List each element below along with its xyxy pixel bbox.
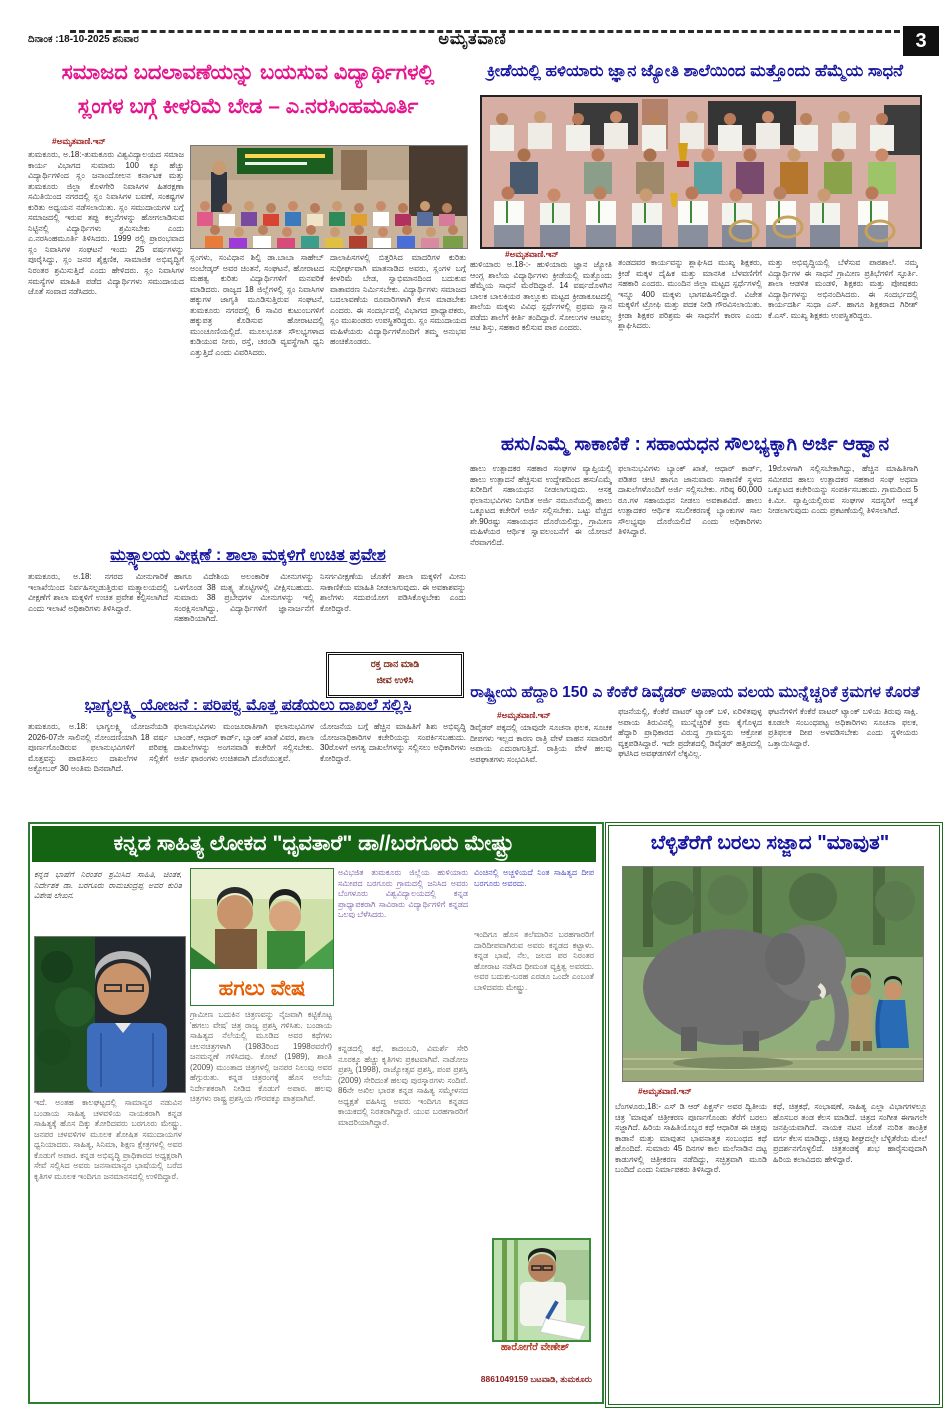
article-slum-headline-line1: ಸಮಾಜದ ಬದಲಾವಣೆಯನ್ನು ಬಯಸುವ ವಿದ್ಯಾರ್ಥಿಗಳಲ್ಲಿ <box>61 61 435 84</box>
blood-donation-box <box>326 652 464 698</box>
article-sports-body-col1: ಹುಳಿಯಾರು ಅ.18-:- ಹುಳಿಯಾರು ಜ್ಞಾನ ಜ್ಯೋತಿ ಆಂಗ್ಲ ಶಾಲೆಯ ವಿದ್ಯಾರ್ಥಿಗಳು ಕ್ರೀಡೆಯಲ್ಲಿ ಮತ್ತೊಂದು ಹೆಮ್ಮೆಯ ಸಾಧನೆ ಮೆರೆದಿದ್ದಾರೆ. 14 ವರ್ಷದೊಳಗಿನ ಬಾಲಕ ಬಾಲಕಿಯರ ತಾಲ್ಲೂಕು ಮಟ್ಟದ ಕ್ರೀಡಾಕೂಟದಲ್ಲಿ ಶಾಲೆಯ ಮಕ್ಕಳು ವಿವಿಧ ಸ್ಪರ್ಧೆಗಳಲ್ಲಿ ಪ್ರಥಮ ಸ್ಥಾನ ಪಡೆದು ಶಾಲೆಗೆ ಕೀರ್ತಿ ತಂದಿದ್ದಾರೆ. ಸೋಲುಗಳ ಆಟವಲ್ಲ ಆಟ ಶಿಸ್ತು, ಸಹಕಾರ ಕಲಿಸುವ ಪಾಠ ಎಂದರು. <box>470 260 612 333</box>
article-cattle-body-col1: ಹಾಲು ಉತ್ಪಾದಕರ ಸಹಕಾರ ಸಂಘಗಳ ವ್ಯಾಪ್ತಿಯಲ್ಲಿ ಹಾಲು ಉತ್ಪಾದನೆ ಹೆಚ್ಚಿಸುವ ಉದ್ದೇಶದಿಂದ ಹಸು/ಎಮ್ಮೆ ಖರೀದಿಗೆ ಸಹಾಯಧನ ನೀಡಲಾಗುವುದು. ಆಸಕ್ತ ಫಲಾನುಭವಿಗಳು ನಿಗದಿತ ಅರ್ಜಿ ನಮೂನೆಯಲ್ಲಿ ಹಾಲು ಒಕ್ಕೂಟದ ಕಚೇರಿಗೆ ಅರ್ಜಿ ಸಲ್ಲಿಸಬೇಕು. ಒಟ್ಟು ವೆಚ್ಚದ ಶೇ.90ರಷ್ಟು ಸಹಾಯಧನ ದೊರೆಯಲಿದ್ದು, ಗ್ರಾಮೀಣ ಮಹಿಳೆಯರ ಆರ್ಥಿಕ ಸ್ವಾವಲಂಬನೆಗೆ ಈ ಯೋಜನೆ ನೆರವಾಗಲಿದೆ. <box>470 464 612 547</box>
author-caption: ಹಾರೋಗೆರೆ ವೇಣೇಶ್ <box>500 1342 570 1353</box>
article-baraguru-col1-intro: ಕನ್ನಡ ಭಾಷೆಗೆ ನಿರಂತರ ಶ್ರಮಿಸಿದ ಸಾಹಿತಿ, ಚಿಂತಕ, ನಿರ್ದೇಶಕ ಡಾ. ಬರಗೂರು ರಾಮಚಂದ್ರಪ್ಪ ಅವರ ಕುರಿತ ವಿಶೇಷ ಲೇಖನ. <box>34 870 182 901</box>
baraguru-portrait-photo <box>34 936 186 1093</box>
hagalu-vesha-movie-poster <box>190 868 334 1006</box>
article-movie-body-col2: ಕಥೆ, ಚಿತ್ರಕಥೆ, ಸಂಭಾಷಣೆ, ಸಾಹಿತ್ಯ ಎಲ್ಲಾ ವಿಭಾಗಗಳಲ್ಲೂ ಹೊಸಬರ ತಂಡ ಕೆಲಸ ಮಾಡಿದೆ. ಚಿತ್ರದ ಸಂಗೀತ ಈಗಾಗಲೇ ಜನಪ್ರಿಯವಾಗಿದೆ. ನಾಯಕ ನಟನ ಜೊತೆ ನುರಿತ ತಾಂತ್ರಿಕ ವರ್ಗ ಕೆಲಸ ಮಾಡಿದ್ದು, ಚಿತ್ರವು ಶೀಘ್ರದಲ್ಲೇ ಬೆಳ್ಳಿತೆರೆಯ ಮೇಲೆ ಪ್ರದರ್ಶನಗೊಳ್ಳಲಿದೆ. ಚಿತ್ರತಂಡಕ್ಕೆ ಶುಭ ಹಾರೈಸುವುದಾಗಿ ಹಿರಿಯ ಕಲಾವಿದರು ಹೇಳಿದ್ದಾರೆ. <box>773 1102 927 1164</box>
article-highway-body-col3: ಘಟನೆಗಳಿಗೆ ಕೆಂಕೆರೆ ವಾಟರ್ ಟ್ಯಾಂಕ್ ಬಳಿಯ ತಿರುವು ಸಾಕ್ಷಿ. ಕೂಡಲೇ ಸಂಬಂಧಪಟ್ಟ ಅಧಿಕಾರಿಗಳು ಸೂಚನಾ ಫಲಕ, ಪ್ರತಿಫಲಕ ದೀಪ ಅಳವಡಿಸಬೇಕು ಎಂದು ಸ್ಥಳೀಯರು ಒತ್ತಾಯಿಸಿದ್ದಾರೆ. <box>768 707 918 748</box>
article-baraguru-col4-body: ಇಂದಿಗೂ ಹೊಸ ತಲೆಮಾರಿನ ಬರಹಗಾರರಿಗೆ ದಾರಿದೀಪವಾಗಿರುವ ಅವರು ಕನ್ನಡದ ಕಟ್ಟಾಳು. ಕನ್ನಡ ಭಾಷೆ, ನೆಲ, ಜಲದ ಪರ ನಿರಂತರ ಹೋರಾಟ ನಡೆಸಿದ ಧೀಮಂತ ವ್ಯಕ್ತಿತ್ವ ಅವರದು. ಅವರ ಬದುಕು-ಬರಹ ಎರಡೂ ಒಂದೇ ಎಂಬಂತೆ ಬಾಳಿದವರು ಮೇಷ್ಟ್ರು. <box>474 930 594 992</box>
article-bhagyalakshmi-body-col1: ತುಮಕೂರು, ಅ.18: ಭಾಗ್ಯಲಕ್ಷ್ಮಿ ಯೋಜನೆಯಡಿ 2026-07ನೇ ಸಾಲಿನಲ್ಲಿ ನೋಂದಣಿಯಾಗಿ 18 ವರ್ಷ ಪೂರ್ಣಗೊಂಡಿರುವ ಫಲಾನುಭವಿಗಳಿಗೆ ಪರಿಪಕ್ವ ಮೊತ್ತವನ್ನು ಪಾವತಿಸಲು ದಾಖಲೆಗಳ ಸಲ್ಲಿಕೆಗೆ ಅಕ್ಟೋಬರ್ 30 ಅಂತಿಮ ದಿನವಾಗಿದೆ. <box>28 722 168 774</box>
blood-donation-line1: ರಕ್ತ ದಾನ ಮಾಡಿ <box>370 659 420 670</box>
article-bhagyalakshmi-body-col2: ಫಲಾನುಭವಿಗಳು ಮಂಜೂರಾತಿಗಾಗಿ ಫಲಾನುಭವಿಗಳ ಬಾಂಡ್, ಆಧಾರ್ ಕಾರ್ಡ್, ಬ್ಯಾಂಕ್ ಖಾತೆ ವಿವರ, ಶಾಲಾ ದಾಖಲೆಗಳನ್ನು ಅಂಗನವಾಡಿ ಕಚೇರಿಗೆ ಸಲ್ಲಿಸಬೇಕು. ಅರ್ಜಿ ಫಾರಂಗಳು ಉಚಿತವಾಗಿ ದೊರೆಯುತ್ತವೆ. <box>174 722 314 763</box>
article-slum-body-col2: ಸ್ಲಂಗಳು, ಸಂವಿಧಾನ ಶಿಲ್ಪಿ ಡಾ.ಬಾಬಾ ಸಾಹೇಬ್ ಅಂಬೇಡ್ಕರ್ ಅವರ ಚಿಂತನೆ, ಸಂಘಟನೆ, ಹೋರಾಟದ ಮಹತ್ವ ಕುರಿತು ವಿದ್ಯಾರ್ಥಿಗಳಿಗೆ ಮನವರಿಕೆ ಮಾಡಿದರು. ರಾಜ್ಯದ 18 ಜಿಲ್ಲೆಗಳಲ್ಲಿ ಸ್ಲಂ ನಿವಾಸಿಗಳ ಹಕ್ಕುಗಳ ಜಾಗೃತಿ ಮೂಡಿಸುತ್ತಿರುವ ಸಂಘಟನೆ, ತುಮಕೂರು ನಗರದಲ್ಲಿ 6 ಸಾವಿರ ಕುಟುಂಬಗಳಿಗೆ ಹಕ್ಕುಪತ್ರ ಕೊಡಿಸುವ ಹೋರಾಟದಲ್ಲಿ ಮುಂಚೂಣಿಯಲ್ಲಿದೆ. ಮೂಲಭೂತ ಸೌಲಭ್ಯಗಳಾದ ಕುಡಿಯುವ ನೀರು, ರಸ್ತೆ, ಚರಂಡಿ ವ್ಯವಸ್ಥೆಗಾಗಿ ಧ್ವನಿ ಎತ್ತುತ್ತಿದೆ ಎಂದು ವಿವರಿಸಿದರು. <box>190 253 324 357</box>
article-sports-photo-caption: #ಅಮೃತವಾಣಿ.ಇನ್ <box>505 249 559 259</box>
author-portrait-photo <box>492 1238 591 1342</box>
article-highway-body-col1: ಡಿವೈಡರ್ ಪಕ್ಕದಲ್ಲಿ ಯಾವುದೇ ಸೂಚನಾ ಫಲಕ, ಸೂಚಕ ದೀಪಗಳು ಇಲ್ಲದ ಕಾರಣ ರಾತ್ರಿ ವೇಳೆ ವಾಹನ ಸವಾರರಿಗೆ ಅಪಾಯ ಎದುರಾಗುತ್ತಿದೆ. ರಾತ್ರಿಯ ವೇಳೆ ಹಲವು ಅಪಘಾತಗಳು ಸಂಭವಿಸಿವೆ. <box>470 723 612 764</box>
article-aquarium-body-col1: ತುಮಕೂರು, ಅ.18: ನಗರದ ಮೀನುಗಾರಿಕೆ ಇಲಾಖೆಯಿಂದ ನಿರ್ವಹಿಸಲ್ಪಡುತ್ತಿರುವ ಮತ್ಸ್ಯಾಲಯದಲ್ಲಿ ವೀಕ್ಷಣೆಗೆ ಶಾಲಾ ಮಕ್ಕಳಿಗೆ ಉಚಿತ ಪ್ರವೇಶ ಕಲ್ಪಿಸಲಾಗಿದೆ ಎಂದು ಇಲಾಖೆ ಅಧಿಕಾರಿಗಳು ತಿಳಿಸಿದ್ದಾರೆ. <box>28 572 168 613</box>
article-baraguru-col1-body: ಇದೆ. ಅಂತಹ ಕಾಲಘಟ್ಟದಲ್ಲಿ ಸಾಮಾನ್ಯರ ನಡುವಿನ ಬಂಡಾಯ ಸಾಹಿತ್ಯ ಚಳವಳಿಯ ನಾಯಕರಾಗಿ ಕನ್ನಡ ಸಾಹಿತ್ಯಕ್ಕೆ ಹೊಸ ದಿಕ್ಕು ತೋರಿದವರು ಬರಗೂರು ಮೇಷ್ಟ್ರು. ಜನಪರ ಚಳವಳಿಗಳ ಮೂಲಕ ಶೋಷಿತ ಸಮುದಾಯಗಳ ಧ್ವನಿಯಾದರು. ಸಾಹಿತ್ಯ, ಸಿನಿಮಾ, ಶಿಕ್ಷಣ ಕ್ಷೇತ್ರಗಳಲ್ಲಿ ಅವರ ಕೊಡುಗೆ ಅಪಾರ. ಕನ್ನಡ ಅಭಿವೃದ್ಧಿ ಪ್ರಾಧಿಕಾರದ ಅಧ್ಯಕ್ಷರಾಗಿ ಸೇವೆ ಸಲ್ಲಿಸಿದ ಅವರು ಜನಸಾಮಾನ್ಯರ ಭಾಷೆಯಲ್ಲಿ ಬರೆದ ಕೃತಿಗಳ ಮೂಲಕ ಇಂದಿಗೂ ಜನಮಾನಸದಲ್ಲಿ ಉಳಿದಿದ್ದಾರೆ. <box>34 1098 182 1181</box>
article-sports-headline: ಕ್ರೀಡೆಯಲ್ಲಿ ಹಳಿಯಾರು ಜ್ಞಾನ ಜ್ಯೋತಿ ಶಾಲೆಯಿಂದ ಮತ್ತೊಂದು ಹೆಮ್ಮೆಯ ಸಾಧನೆ <box>487 62 903 80</box>
article-movie-headline: ಬೆಳ್ಳಿತೆರೆಗೆ ಬರಲು ಸಜ್ಜಾದ "ಮಾವುತ" <box>650 832 890 854</box>
article-aquarium-body-col3: ನಿಸರ್ಗವೀಕ್ಷಣೆಯ ಜೊತೆಗೆ ಶಾಲಾ ಮಕ್ಕಳಿಗೆ ಮೀನು ಸಾಕಾಣಿಕೆಯ ಮಾಹಿತಿ ನೀಡಲಾಗುವುದು. ಈ ಅವಕಾಶವನ್ನು ಶಾಲೆಗಳು ಸದುಪಯೋಗ ಪಡಿಸಿಕೊಳ್ಳಬೇಕು ಎಂದು ಕೋರಿದ್ದಾರೆ. <box>320 572 466 613</box>
page-number-badge: 3 <box>903 26 939 56</box>
poster-title-text: ಹಗಲು ವೇಷ <box>218 977 306 1000</box>
article-movie-photo-caption: #ಅಮೃತವಾಣಿ.ಇನ್ <box>638 1086 692 1096</box>
article-bhagyalakshmi-headline: ಭಾಗ್ಯಲಕ್ಷ್ಮಿ ಯೋಜನೆ : ಪರಿಪಕ್ವ ಮೊತ್ತ ಪಡೆಯಲು ದಾಖಲೆ ಸಲ್ಲಿಸಿ <box>84 697 412 714</box>
elephant-photo <box>622 866 924 1082</box>
masthead-title: ಅಮೃತವಾಣಿ <box>438 31 507 48</box>
article-aquarium-headline: ಮತ್ಸ್ಯಾಲಯ ವೀಕ್ಷಣೆ : ಶಾಲಾ ಮಕ್ಕಳಿಗೆ ಉಚಿತ ಪ್ರವೇಶ <box>110 546 386 564</box>
article-baraguru-col4-lead: ವಿಂಚಿನಲ್ಲಿ ಅಚ್ಚಳಿಯದೆ ನಿಂತ ಸಾಹಿತ್ಯದ ದೀಪ ಬರಗೂರು ಅವರದು. <box>474 868 594 888</box>
article-sports-body-col2: ತಂಡದವರ ಕಾರ್ಯವನ್ನು ಶ್ಲಾಘಿಸಿದ ಮುಖ್ಯ ಶಿಕ್ಷಕರು, ಕ್ರೀಡೆ ಮಕ್ಕಳ ದೈಹಿಕ ಮತ್ತು ಮಾನಸಿಕ ಬೆಳವಣಿಗೆಗೆ ಸಹಕಾರಿ ಎಂದರು. ಮುಂದಿನ ಜಿಲ್ಲಾ ಮಟ್ಟದ ಸ್ಪರ್ಧೆಗಳಲ್ಲಿ ಇನ್ನೂ 400 ಮಕ್ಕಳು ಭಾಗವಹಿಸಲಿದ್ದಾರೆ. ವಿಜೇತ ಮಕ್ಕಳಿಗೆ ಟ್ರೋಫಿ ಮತ್ತು ಪದಕ ನೀಡಿ ಗೌರವಿಸಲಾಯಿತು. ಕ್ರೀಡಾ ಶಿಕ್ಷಕರ ಪರಿಶ್ರಮ ಈ ಸಾಧನೆಗೆ ಕಾರಣ ಎಂದು ಶ್ಲಾಘಿಸಿದರು. <box>618 258 762 331</box>
article-slum-body-col1: ತುಮಕೂರು, ಅ.18:-ತುಮಕೂರು ವಿಶ್ವವಿದ್ಯಾಲಯದ ಸಮಾಜ ಕಾರ್ಯ ವಿಭಾಗದ ಸುಮಾರು 100 ಕ್ಕೂ ಹೆಚ್ಚು ವಿದ್ಯಾರ್ಥಿಗಳಿಂದ ಸ್ಲಂ ಜನಾಂದೋಲನ ಕರ್ನಾಟಕ ಮತ್ತು ತುಮಕೂರು ಜಿಲ್ಲಾ ಕೊಳಗೇರಿ ನಿವಾಸಿಗಳ ಹಿತರಕ್ಷಣಾ ಸಮಿತಿಯಿಂದ ನಗರದಲ್ಲಿ ಸ್ಲಂ ನಿವಾಸಿಗಳ ಬವಣೆ, ಸಂಕಷ್ಟಗಳ ಕುರಿತು ಅಧ್ಯಯನ ನಡೆಸಲಾಯಿತು. ಸ್ಲಂ ಸಮುದಾಯಗಳ ಬಗ್ಗೆ ಸಮಾಜದಲ್ಲಿ ಇರುವ ತಪ್ಪು ಕಲ್ಪನೆಗಳನ್ನು ಹೋಗಲಾಡಿಸುವ ನಿಟ್ಟಿನಲ್ಲಿ ವಿದ್ಯಾರ್ಥಿಗಳು ಶ್ರಮಿಸಬೇಕು ಎಂದು ಎ.ನರಸಿಂಹಮೂರ್ತಿ ತಿಳಿಸಿದರು. 1999 ರಲ್ಲಿ ಪ್ರಾರಂಭವಾದ ಸ್ಲಂ ನಿವಾಸಿಗಳ ಸಂಘಟನೆ ಇಂದು 25 ವರ್ಷಗಳನ್ನು ಪೂರೈಸಿದ್ದು, ಸ್ಲಂ ಜನರ ಶೈಕ್ಷಣಿಕ, ಸಾಮಾಜಿಕ ಅಭಿವೃದ್ಧಿಗೆ ನಿರಂತರ ಶ್ರಮಿಸುತ್ತಿದೆ ಎಂದು ಹೇಳಿದರು. ಸ್ಲಂ ನಿವಾಸಿಗಳ ಸಮಸ್ಯೆಗಳ ಮಾಹಿತಿ ಪಡೆದ ವಿದ್ಯಾರ್ಥಿಗಳು ಸಮುದಾಯದ ಜೊತೆ ಸಂವಾದ ನಡೆಸಿದರು. <box>28 150 184 297</box>
article-cattle-headline: ಹಸು/ಎಮ್ಮೆ ಸಾಕಾಣಿಕೆ : ಸಹಾಯಧನ ಸೌಲಭ್ಯಕ್ಕಾಗಿ ಅರ್ಜಿ ಆಹ್ವಾನ <box>500 434 890 455</box>
article-slum-body-col3: ದಾಲಾಪಿಸಗಳಲ್ಲಿ ಬಿತ್ತರಿಸಿದ ಮಾದರಿಗಳ ಕುರಿತು ಸುಧೀರ್ಘವಾಗಿ ಮಾತನಾಡಿದ ಅವರು, ಸ್ಲಂಗಳ ಬಗ್ಗೆ ಕೀಳರಿಮೆ ಬೇಡ, ಸ್ವಾಭಿಮಾನದಿಂದ ಬದುಕುವ ವಾತಾವರಣ ನಿರ್ಮಿಸಬೇಕು. ವಿದ್ಯಾರ್ಥಿಗಳು ಸಮಾಜದ ಬದಲಾವಣೆಯ ರೂವಾರಿಗಳಾಗಿ ಕೆಲಸ ಮಾಡಬೇಕು ಎಂದರು. ಈ ಸಂದರ್ಭದಲ್ಲಿ ವಿಭಾಗದ ಪ್ರಾಧ್ಯಾಪಕರು, ಸ್ಲಂ ಮುಖಂಡರು ಉಪಸ್ಥಿತರಿದ್ದರು. ಸ್ಲಂ ಸಮುದಾಯದ ಮಹಿಳೆಯರು ವಿದ್ಯಾರ್ಥಿಗಳೊಂದಿಗೆ ತಮ್ಮ ಅನುಭವ ಹಂಚಿಕೊಂಡರು. <box>330 253 466 347</box>
students-group-photo <box>480 95 922 249</box>
article-baraguru-headline-banner: ಕನ್ನಡ ಸಾಹಿತ್ಯ ಲೋಕದ "ಧೃವತಾರೆ" ಡಾ//ಬರಗೂರು ಮೇಷ್ಟ್ರು <box>32 826 596 862</box>
article-cattle-body-col3: 19ರೊಳಗಾಗಿ ಸಲ್ಲಿಸಬೇಕಾಗಿದ್ದು, ಹೆಚ್ಚಿನ ಮಾಹಿತಿಗಾಗಿ ಸಮೀಪದ ಹಾಲು ಉತ್ಪಾದಕರ ಸಹಕಾರ ಸಂಘ ಅಥವಾ ಒಕ್ಕೂಟದ ಕಚೇರಿಯನ್ನು ಸಂಪರ್ಕಿಸಬಹುದು. ಗ್ರಾಮದಿಂದ 5 ಕಿ.ಮೀ. ವ್ಯಾಪ್ತಿಯಲ್ಲಿರುವ ಸಂಘಗಳ ಸದಸ್ಯರಿಗೆ ಆದ್ಯತೆ ನೀಡಲಾಗುವುದು ಎಂದು ಪ್ರಕಟಣೆಯಲ್ಲಿ ತಿಳಿಸಲಾಗಿದೆ. <box>768 464 918 516</box>
article-highway-body-col2: ಫಜನೆಯಲ್ಲಿ, ಕೆಂಕೆರೆ ವಾಟರ್ ಟ್ಯಾಂಕ್ ಬಳಿ, ಏರಿಳಿತವುಳ್ಳ ಅಪಾಯ ತಿರುವಿನಲ್ಲಿ ಮುನ್ನೆಚ್ಚರಿಕೆ ಕ್ರಮ ಕೈಗೊಳ್ಳದ ಹೆದ್ದಾರಿ ಪ್ರಾಧಿಕಾರದ ವಿರುದ್ಧ ಗ್ರಾಮಸ್ಥರು ಆಕ್ರೋಶ ವ್ಯಕ್ತಪಡಿಸಿದ್ದಾರೆ. ಇದೇ ಪ್ರದೇಶದಲ್ಲಿ ಡಿವೈಡರ್ ಹತ್ತಿರದಲ್ಲಿ ಘಟಿಸಿದ ಅವಘಡಗಳಿಗೆ ಲೆಕ್ಕವಿಲ್ಲ. <box>618 707 762 759</box>
article-baraguru-col3-lead: ಅವಿಭಜಿತ ತುಮಕೂರು ಜಿಲ್ಲೆಯ ಹುಳಿಯಾರು ಸಮೀಪದ ಬರಗೂರು ಗ್ರಾಮದಲ್ಲಿ ಜನಿಸಿದ ಅವರು ಬೆಂಗಳೂರು ವಿಶ್ವವಿದ್ಯಾಲಯದಲ್ಲಿ ಕನ್ನಡ ಪ್ರಾಧ್ಯಾಪಕರಾಗಿ ಸಾವಿರಾರು ವಿದ್ಯಾರ್ಥಿಗಳಿಗೆ ಕನ್ನಡದ ಒಲವು ಬೆಳೆಸಿದರು. <box>338 868 468 920</box>
article-highway-byline-tag: #ಅಮೃತವಾಣಿ.ಇನ್ <box>497 710 551 720</box>
article-movie-body-col1: ಬೆಂಗಳೂರು,18:- ಎಸ್ ಡಿ ಆರ್ ಪಿಕ್ಚರ್ಸ್ ಅವರ ದ್ವಿತೀಯ ಚಿತ್ರ 'ಮಾವುತ' ಚಿತ್ರೀಕರಣ ಪೂರ್ಣಗೊಂಡು ತೆರೆಗೆ ಬರಲು ಸಜ್ಜಾಗಿದೆ. ಹಿರಿಯ ಸಾಹಿತಿಯೊಬ್ಬರ ಕಥೆ ಆಧಾರಿತ ಈ ಚಿತ್ರವು ಕಾಡಾನೆ ಮತ್ತು ಮಾವುತನ ಭಾವನಾತ್ಮಕ ಸಂಬಂಧದ ಕಥೆ ಹೊಂದಿದೆ. ಸುಮಾರು 45 ದಿನಗಳ ಕಾಲ ಮಲೆನಾಡಿನ ದಟ್ಟ ಕಾಡುಗಳಲ್ಲಿ ಚಿತ್ರೀಕರಣ ನಡೆದಿದ್ದು, ಸಚ್ಛಿತ್ರವಾಗಿ ಮೂಡಿ ಬಂದಿದೆ ಎಂದು ನಿರ್ಮಾಪಕರು ತಿಳಿಸಿದ್ದಾರೆ. <box>615 1102 767 1175</box>
article-highway-headline: ರಾಷ್ಟ್ರೀಯ ಹೆದ್ದಾರಿ 150 ಎ ಕೆಂಕೆರೆ ಡಿವೈಡರ್ ಅಪಾಯ ವಲಯ ಮುನ್ನೆಚ್ಚರಿಕೆ ಕ್ರಮಗಳ ಕೊರತೆ <box>470 684 920 701</box>
contact-line: 8861049159 ಬಟವಾಡಿ, ತುಮಕೂರು <box>480 1374 592 1384</box>
article-bhagyalakshmi-body-col3: ಯೋಜನೆಯ ಬಗ್ಗೆ ಹೆಚ್ಚಿನ ಮಾಹಿತಿಗೆ ಶಿಶು ಅಭಿವೃದ್ಧಿ ಯೋಜನಾಧಿಕಾರಿಗಳ ಕಚೇರಿಯನ್ನು ಸಂಪರ್ಕಿಸಬಹುದು. 30ರೊಳಗೆ ಅಗತ್ಯ ದಾಖಲೆಗಳನ್ನು ಸಲ್ಲಿಸಲು ಅಧಿಕಾರಿಗಳು ಕೋರಿದ್ದಾರೆ. <box>320 722 466 763</box>
article-baraguru-col3-body: ಕನ್ನಡದಲ್ಲಿ ಕಥೆ, ಕಾದಂಬರಿ, ವಿಮರ್ಶೆ ಸೇರಿ ನೂರಕ್ಕೂ ಹೆಚ್ಚು ಕೃತಿಗಳು ಪ್ರಕಟವಾಗಿವೆ. ನಾಡೋಜ ಪ್ರಶಸ್ತಿ (1998), ರಾಜ್ಯೋತ್ಸವ ಪ್ರಶಸ್ತಿ, ಪಂಪ ಪ್ರಶಸ್ತಿ (2009) ಸೇರಿದಂತೆ ಹಲವು ಪುರಸ್ಕಾರಗಳು ಸಂದಿವೆ. 86ನೇ ಅಖಿಲ ಭಾರತ ಕನ್ನಡ ಸಾಹಿತ್ಯ ಸಮ್ಮೇಳನದ ಅಧ್ಯಕ್ಷತೆ ವಹಿಸಿದ್ದ ಅವರು ಇಂದಿಗೂ ಕನ್ನಡದ ಕಾಯಕದಲ್ಲಿ ನಿರತರಾಗಿದ್ದಾರೆ. ಯುವ ಬರಹಗಾರರಿಗೆ ಮಾದರಿಯಾಗಿದ್ದಾರೆ. <box>338 1044 468 1127</box>
article-cattle-body-col2: ಫಲಾನುಭವಿಗಳು ಬ್ಯಾಂಕ್ ಖಾತೆ, ಆಧಾರ್ ಕಾರ್ಡ್, ಪಡಿತರ ಚೀಟಿ ಹಾಗೂ ಜಾನುವಾರು ಸಾಕಾಣಿಕೆ ಸ್ಥಳದ ದಾಖಲೆಗಳೊಂದಿಗೆ ಅರ್ಜಿ ಸಲ್ಲಿಸಬೇಕು. ಗರಿಷ್ಠ 60,000 ರೂ.ಗಳ ಸಹಾಯಧನ ನೀಡಲು ಅವಕಾಶವಿದೆ. ಹಾಲು ಉತ್ಪಾದಕರ ಆರ್ಥಿಕ ಸಬಲೀಕರಣಕ್ಕೆ ಬ್ಯಾಂಕುಗಳ ಸಾಲ ಸೌಲಭ್ಯವೂ ದೊರೆಯಲಿದೆ ಎಂದು ಅಧಿಕಾರಿಗಳು ತಿಳಿಸಿದ್ದಾರೆ. <box>618 464 762 537</box>
header-date: ದಿನಾಂಕ :18-10-2025 ಶನಿವಾರ <box>28 34 139 45</box>
speech-crowd-photo <box>190 145 468 249</box>
article-slum-headline-line2: ಸ್ಲಂಗಳ ಬಗ್ಗೆ ಕೀಳರಿಮೆ ಬೇಡ – ಎ.ನರಸಿಂಹಮೂರ್ತಿ <box>77 95 419 118</box>
article-baraguru-col2-body: ಗ್ರಾಮೀಣ ಬದುಕಿನ ಚಿತ್ರಣವನ್ನು ನೈಜವಾಗಿ ಕಟ್ಟಿಕೊಟ್ಟ 'ಹಗಲು ವೇಷ' ಚಿತ್ರ ರಾಜ್ಯ ಪ್ರಶಸ್ತಿ ಗಳಿಸಿತು. ಬಂಡಾಯ ಸಾಹಿತ್ಯದ ನೆಲೆಯಲ್ಲಿ ಮೂಡಿದ ಅವರ ಕಥೆಗಳು ಚಲನಚಿತ್ರಗಳಾಗಿ (1983ರಿಂದ 1998ರವರೆಗೆ) ಜನಮನ್ನಣೆ ಗಳಿಸಿದವು. ಕೋಟೆ (1989), ಶಾಂತಿ (2009) ಮುಂತಾದ ಚಿತ್ರಗಳಲ್ಲಿ ಜನಪರ ನಿಲುವು ಅವರ ಹೆಗ್ಗುರುತು. ಕನ್ನಡ ಚಿತ್ರರಂಗಕ್ಕೆ ಹೊಸ ಅಲೆಯ ನಿರ್ದೇಶಕರಾಗಿ ನೀಡಿದ ಕೊಡುಗೆ ಅಪಾರ. ಹಲವು ಚಿತ್ರಗಳು ರಾಷ್ಟ್ರ ಪ್ರಶಸ್ತಿಯ ಗೌರವಕ್ಕೂ ಪಾತ್ರವಾಗಿವೆ. <box>190 1010 332 1104</box>
blood-donation-line2: ಜೀವ ಉಳಿಸಿ <box>376 675 414 687</box>
article-aquarium-body-col2: ಹಾಗೂ ವಿದೇಶಿಯ ಅಲಂಕಾರಿಕ ಮೀನುಗಳನ್ನು ಒಳಗೊಂಡ 38 ಮತ್ಸ್ಯ ತೊಟ್ಟಿಗಳಲ್ಲಿ ವೀಕ್ಷಿಸಬಹುದು. ಸುಮಾರು 38 ಪ್ರಬೇಧಗಳ ಮೀನುಗಳನ್ನು ಇಲ್ಲಿ ಸಂರಕ್ಷಿಸಲಾಗಿದ್ದು, ವಿದ್ಯಾರ್ಥಿಗಳಿಗೆ ಜ್ಞಾನಾರ್ಜನೆಗೆ ಸಹಕಾರಿಯಾಗಿದೆ. <box>174 572 314 624</box>
article-slum-byline-tag: #ಅಮೃತವಾಣಿ.ಇನ್ <box>52 136 106 146</box>
article-sports-body-col3: ಮತ್ತು ಅಭಿವೃದ್ಧಿಯಲ್ಲಿ ಬೆಳೆಸುವ ಪಾಠಶಾಲೆ. ನಮ್ಮ ವಿದ್ಯಾರ್ಥಿಗಳ ಈ ಸಾಧನೆ ಗ್ರಾಮೀಣ ಪ್ರತಿಭೆಗಳಿಗೆ ಸ್ಫೂರ್ತಿ. ಶಾಲಾ ಆಡಳಿತ ಮಂಡಳಿ, ಶಿಕ್ಷಕರು ಮತ್ತು ಪೋಷಕರು ವಿದ್ಯಾರ್ಥಿಗಳನ್ನು ಅಭಿನಂದಿಸಿದರು. ಈ ಸಂದರ್ಭದಲ್ಲಿ ಕಾರ್ಯದರ್ಶಿ ಸುಧಾ ಎಸ್. ಹಾಗೂ ಶಿಕ್ಷಕರಾದ ಗಿರೀಶ್ ಕೆ.ಎಸ್. ಮುಖ್ಯ ಶಿಕ್ಷಕರು ಉಪಸ್ಥಿತರಿದ್ದರು. <box>768 258 918 320</box>
